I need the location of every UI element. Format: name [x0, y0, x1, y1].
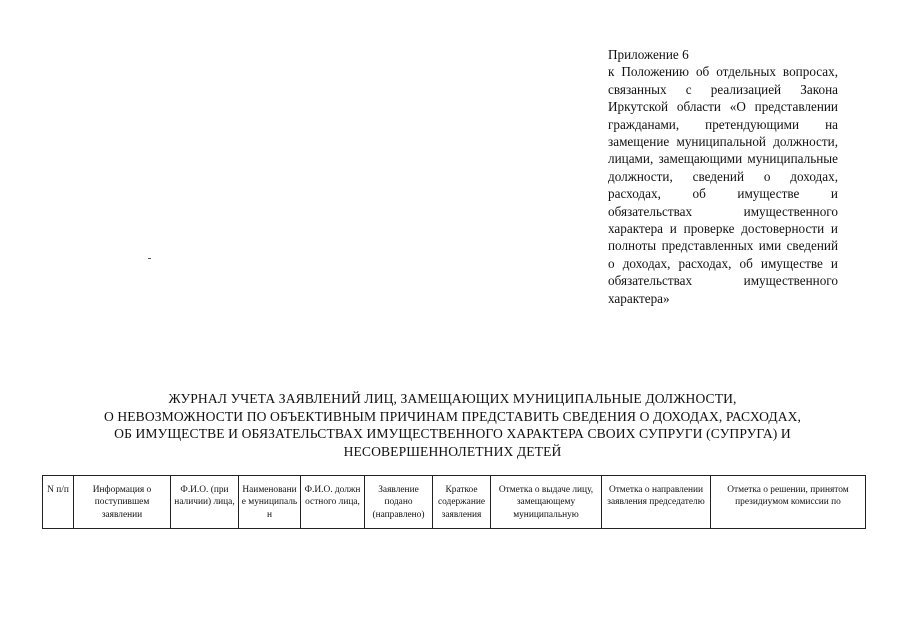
title-line: НЕСОВЕРШЕННОЛЕТНИХ ДЕТЕЙ [343, 443, 562, 459]
title-line: ОБ ИМУЩЕСТВЕ И ОБЯЗАТЕЛЬСТВАХ ИМУЩЕСТВЕННОГО ХАРАКТЕРА СВОИХ СУПРУГИ (СУПРУГА) И [114, 426, 791, 442]
column-header-person-name: Ф.И.О. (при наличии) лица, [171, 476, 239, 529]
journal-table [42, 475, 866, 529]
scan-mark [148, 258, 151, 259]
column-header-number: N п/п [43, 476, 74, 529]
appendix-heading: Приложение 6 [608, 47, 689, 62]
column-header-filed: Заявление подано (направлено) [365, 476, 433, 529]
column-header-official-name: Ф.И.О. должностного лица, [301, 476, 365, 529]
column-header-info: Информация о поступившем заявлении [74, 476, 171, 529]
column-header-decision-note: Отметка о решении, принятом президиумом комиссии по [711, 476, 866, 529]
appendix-body: к Положению об отдельных вопросах, связанных с реализацией Закона Иркутской области «О представлении гражданами, претендующими на замещение муниципальной должности, лицами, замещающими муниципальные должности, сведений о доходах, расходах, об имуществе и обязательствах имущественного характера и проверке достоверности и полноты представленных ими сведений о доходах, расходах, об имуществе и обязательствах имущественного характера» [608, 64, 838, 306]
title-line: О НЕВОЗМОЖНОСТИ ПО ОБЪЕКТИВНЫМ ПРИЧИНАМ ПРЕДСТАВИТЬ СВЕДЕНИЯ О ДОХОДАХ, РАСХОДАХ, [103, 408, 802, 424]
column-header-referral-note: Отметка о направлении заявления председателю [602, 476, 711, 529]
title-line: ЖУРНАЛ УЧЕТА ЗАЯВЛЕНИЙ ЛИЦ, ЗАМЕЩАЮЩИХ МУНИЦИПАЛЬНЫЕ ДОЛЖНОСТИ, [168, 391, 737, 406]
column-header-issue-note: Отметка о выдаче лицу, замещающему муниципальную [491, 476, 602, 529]
column-header-position: Наименование муниципальн [239, 476, 301, 529]
journal-title [40, 390, 865, 460]
table-header-row [43, 476, 866, 529]
column-header-summary: Краткое содержание заявления [433, 476, 491, 529]
appendix-note [608, 46, 838, 307]
